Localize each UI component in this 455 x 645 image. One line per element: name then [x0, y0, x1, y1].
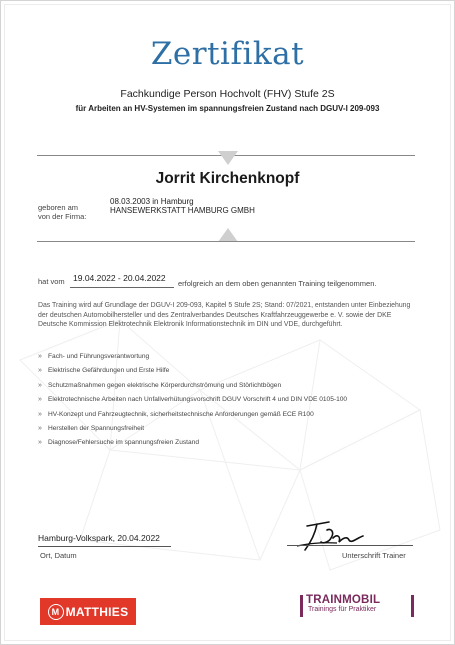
trainmobil-slogan: Trainings für Praktiker	[308, 606, 377, 613]
topic-item	[38, 393, 418, 407]
topic-item	[38, 408, 418, 422]
bullet-icon: »	[38, 410, 42, 418]
trainmobil-logo-text: TRAINMOBIL	[306, 594, 381, 606]
certificate-scope: für Arbeiten an HV-Systemen im spannungsfreien Zustand nach DGUV-I 209-093	[75, 104, 380, 113]
trainmobil-left-bar	[300, 595, 303, 617]
topic-item	[38, 364, 418, 378]
topic-item	[38, 379, 418, 393]
participant-name: Jorrit Kirchenknopf	[155, 170, 300, 187]
certificate-subtitle: Fachkundige Person Hochvolt (FHV) Stufe 2S	[120, 88, 335, 100]
bullet-icon: »	[38, 396, 42, 404]
company-label: von der Firma:	[38, 212, 87, 221]
place-date-label: Ort, Datum	[40, 551, 77, 560]
bullet-icon: »	[38, 367, 42, 375]
topic-text: Diagnose/Fehlersuche im spannungsfreien Zustand	[48, 439, 200, 447]
training-result: erfolgreich an dem oben genannten Training teilgenommen.	[178, 279, 377, 288]
matthies-m-icon: M	[48, 604, 64, 620]
topic-text: Herstellen der Spannungsfreiheit	[48, 424, 145, 432]
topic-text: Fach- und Führungsverantwortung	[48, 353, 150, 360]
bullet-icon: »	[38, 353, 42, 360]
bullet-icon: »	[38, 439, 42, 447]
triangle-down-icon	[218, 151, 238, 165]
matthies-logo	[40, 598, 136, 625]
signature-label: Unterschrift Trainer	[342, 551, 406, 560]
matthies-logo-text: MATTHIES	[65, 604, 129, 619]
trainmobil-right-bar	[411, 595, 414, 617]
company-value: HANSEWERKSTATT HAMBURG GMBH	[110, 206, 255, 215]
bullet-icon: »	[38, 381, 42, 389]
topic-text: Elektrische Gefährdungen und Erste Hilfe	[48, 367, 170, 375]
topic-item	[38, 422, 418, 436]
trainer-signature	[287, 516, 377, 554]
topic-item	[38, 436, 418, 450]
place-date: Hamburg-Volkspark, 20.04.2022	[38, 533, 160, 543]
divider-bottom	[37, 241, 415, 242]
topic-text: Elektrotechnische Arbeiten nach Unfallverhütungsvorschrift DGUV Vorschrift 4 und DIN VDE 0105-100	[48, 396, 348, 404]
topic-item	[38, 350, 418, 364]
topic-text: HV-Konzept und Fahrzeugtechnik, sicherheitstechnische Anforderungen gemäß ECE R100	[48, 410, 314, 418]
born-label: geboren am	[38, 203, 79, 212]
bullet-icon: »	[38, 424, 42, 432]
trainmobil-logo	[300, 594, 414, 618]
training-prefix: hat vom	[38, 277, 65, 286]
certificate-title: Zertifikat	[150, 36, 305, 72]
triangle-up-icon	[218, 228, 238, 242]
place-date-line	[38, 546, 171, 547]
signature-line	[287, 545, 413, 546]
born-value: 08.03.2003 in Hamburg	[110, 197, 194, 206]
topic-text: Schutzmaßnahmen gegen elektrische Körperdurchströmung und Störlichtbögen	[48, 381, 282, 389]
topic-list	[38, 350, 418, 451]
training-dates: 19.04.2022 - 20.04.2022	[73, 273, 166, 283]
training-description: Das Training wird auf Grundlage der DGUV-I 209-093, Kapitel 5 Stufe 2S; Stand: 07/2021, entstanden unter Einbeziehung der deutschen Automobilhersteller und des Zentralverbandes Deutsches Kraftfahrzeuggewerbe e. V. sowie der DKE Deutsche Kommission Elektrotechnik Elektronik Informationstechnik im DIN und VDE, durchgeführt.	[38, 302, 411, 329]
